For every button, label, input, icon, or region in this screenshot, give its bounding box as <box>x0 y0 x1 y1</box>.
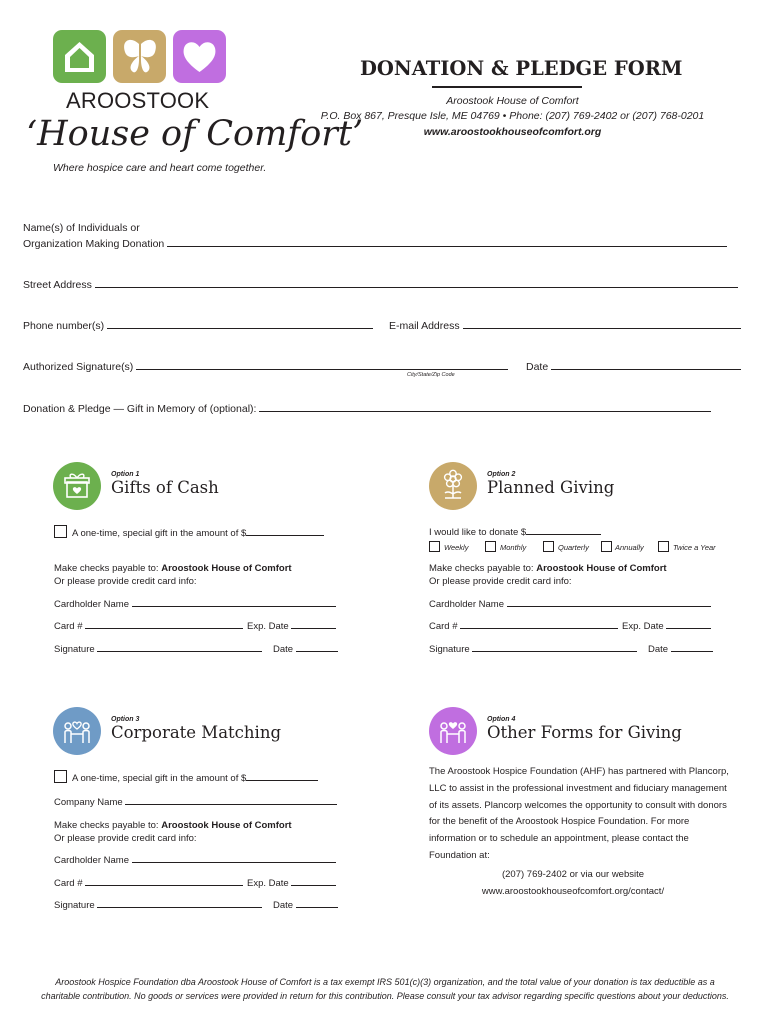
date-input-line[interactable] <box>551 359 741 370</box>
phone-label: Phone number(s) <box>23 320 105 332</box>
weekly-label: Weekly <box>444 543 469 552</box>
signature-input-line[interactable] <box>136 359 508 370</box>
opt4-paragraph: The Aroostook Hospice Foundation (AHF) has partnered with Plancorp, LLC to assist in the professional investment and fiduciary management of its assets. Plancorp welcomes the opportunity to consult with donors for the benefit of the Aroostook Hospice Foundation. For more information or to schedule an appointment, please contact the Foundation at: <box>429 766 729 861</box>
opt2-card-field[interactable] <box>429 618 618 632</box>
annually-checkbox[interactable] <box>601 541 612 552</box>
opt1-exp-label: Exp. Date <box>247 621 289 632</box>
opt2-cardholder-label: Cardholder Name <box>429 599 504 610</box>
option2-label: Option 2 <box>487 471 516 478</box>
house-icon <box>53 30 106 83</box>
opt3-credit-text: Or please provide credit card info: <box>54 833 197 844</box>
names-input-line[interactable] <box>167 236 727 247</box>
gift-icon <box>53 462 101 510</box>
opt1-gift-label: A one-time, special gift in the amount of $ <box>72 528 247 539</box>
opt3-card-field[interactable] <box>54 875 243 889</box>
quarterly-checkbox[interactable] <box>543 541 554 552</box>
date-label: Date <box>526 361 549 373</box>
opt3-company-input-line[interactable] <box>125 794 337 805</box>
opt1-cardholder-field[interactable] <box>54 596 336 610</box>
opt2-exp-field[interactable] <box>622 618 711 632</box>
opt3-gift-checkbox[interactable] <box>54 770 67 783</box>
opt3-cardholder-input-line[interactable] <box>132 852 336 863</box>
caring-hands-icon <box>429 707 477 755</box>
opt2-signature-input-line[interactable] <box>472 641 637 652</box>
opt1-date-label: Date <box>273 644 294 655</box>
email-field[interactable] <box>389 318 741 332</box>
opt3-signature-field[interactable] <box>54 897 262 911</box>
opt1-cardholder-input-line[interactable] <box>132 596 336 607</box>
opt3-payable-name: Aroostook House of Comfort <box>161 820 292 831</box>
memory-field[interactable] <box>23 401 711 415</box>
option3-title: Corporate Matching <box>111 723 282 742</box>
opt2-date-field[interactable] <box>648 641 713 655</box>
opt2-payable <box>429 563 667 574</box>
email-input-line[interactable] <box>463 318 741 329</box>
opt1-signature-field[interactable] <box>54 641 262 655</box>
option4-label: Option 4 <box>487 716 516 723</box>
monthly-label: Monthly <box>500 543 527 552</box>
twice-a-year-label: Twice a Year <box>673 543 716 552</box>
opt2-donate-label: I would like to donate $ <box>429 527 527 538</box>
opt1-gift-checkbox[interactable] <box>54 525 67 538</box>
flower-icon <box>429 462 477 510</box>
opt3-gift-label: A one-time, special gift in the amount of $ <box>72 773 247 784</box>
footer-disclaimer <box>20 975 750 1003</box>
opt1-card-label: Card # <box>54 621 83 632</box>
opt3-exp-input-line[interactable] <box>291 875 336 886</box>
opt1-cardholder-label: Cardholder Name <box>54 599 129 610</box>
footer-line2: charitable contribution. No goods or services were provided in return for this contribution. Please consult your tax advisor regarding specific questions about your deductions. <box>41 991 729 1001</box>
opt1-card-field[interactable] <box>54 618 243 632</box>
opt1-payable <box>54 563 292 574</box>
opt2-credit-text: Or please provide credit card info: <box>429 576 572 587</box>
opt4-url[interactable]: www.aroostookhouseofcomfort.org/contact/ <box>481 886 665 897</box>
option1-label: Option 1 <box>111 471 140 478</box>
opt2-signature-field[interactable] <box>429 641 637 655</box>
opt1-card-input-line[interactable] <box>85 618 243 629</box>
opt2-donate-field[interactable] <box>429 524 601 538</box>
opt1-payable-prefix: Make checks payable to: <box>54 563 162 574</box>
opt2-card-input-line[interactable] <box>460 618 618 629</box>
memory-input-line[interactable] <box>259 401 711 412</box>
opt2-card-label: Card # <box>429 621 458 632</box>
names-field[interactable] <box>23 236 727 250</box>
opt2-exp-label: Exp. Date <box>622 621 664 632</box>
header-website[interactable]: www.aroostookhouseofcomfort.org <box>423 126 602 138</box>
opt1-gift-field[interactable] <box>72 525 324 539</box>
opt1-payable-name: Aroostook House of Comfort <box>161 563 292 574</box>
heart-icon <box>173 30 226 83</box>
opt1-credit-text: Or please provide credit card info: <box>54 576 197 587</box>
weekly-checkbox[interactable] <box>429 541 440 552</box>
opt3-gift-input-line[interactable] <box>246 770 318 781</box>
butterfly-icon <box>113 30 166 83</box>
signature-field[interactable] <box>23 359 508 373</box>
opt1-date-field[interactable] <box>273 641 338 655</box>
opt2-cardholder-input-line[interactable] <box>507 596 711 607</box>
logo-name: AROOSTOOK <box>66 88 210 113</box>
opt1-exp-field[interactable] <box>247 618 336 632</box>
logo-tagline: Where hospice care and heart come together. <box>53 162 267 174</box>
opt4-phone: (207) 769-2402 or via our website <box>501 869 645 880</box>
opt3-cardholder-field[interactable] <box>54 852 336 866</box>
opt3-card-label: Card # <box>54 878 83 889</box>
people-heart-icon <box>53 707 101 755</box>
opt3-exp-label: Exp. Date <box>247 878 289 889</box>
opt1-gift-input-line[interactable] <box>246 525 324 536</box>
opt2-date-input-line[interactable] <box>671 641 713 652</box>
opt3-card-input-line[interactable] <box>85 875 243 886</box>
opt3-company-field[interactable] <box>54 794 337 808</box>
opt2-cardholder-field[interactable] <box>429 596 711 610</box>
opt3-signature-input-line[interactable] <box>97 897 262 908</box>
opt1-exp-input-line[interactable] <box>291 618 336 629</box>
opt3-signature-label: Signature <box>54 900 95 911</box>
opt3-date-input-line[interactable] <box>296 897 338 908</box>
street-input-line[interactable] <box>95 277 738 288</box>
opt3-payable-prefix: Make checks payable to: <box>54 820 162 831</box>
opt2-payable-name: Aroostook House of Comfort <box>536 563 667 574</box>
date-field[interactable] <box>526 359 741 373</box>
opt1-signature-input-line[interactable] <box>97 641 262 652</box>
twice-a-year-checkbox[interactable] <box>658 541 669 552</box>
opt2-payable-prefix: Make checks payable to: <box>429 563 537 574</box>
opt3-company-label: Company Name <box>54 797 123 808</box>
opt3-date-field[interactable] <box>273 897 338 911</box>
street-label: Street Address <box>23 279 92 291</box>
signature-label: Authorized Signature(s) <box>23 361 134 373</box>
names-label-line2: Organization Making Donation <box>23 238 165 250</box>
city-hint: City/State/Zip Code <box>407 372 455 378</box>
opt3-exp-field[interactable] <box>247 875 336 889</box>
memory-label: Donation & Pledge — Gift in Memory of (optional): <box>23 403 257 415</box>
opt2-exp-input-line[interactable] <box>666 618 711 629</box>
street-field[interactable] <box>23 277 738 291</box>
opt1-date-input-line[interactable] <box>296 641 338 652</box>
option1-title: Gifts of Cash <box>111 478 219 497</box>
email-label: E-mail Address <box>389 320 460 332</box>
option2-title: Planned Giving <box>487 478 615 497</box>
phone-input-line[interactable] <box>107 318 373 329</box>
title-divider <box>432 86 582 88</box>
logo-script: ‘House of Comfort’ <box>26 114 364 154</box>
option3-label: Option 3 <box>111 716 140 723</box>
names-label-line1: Name(s) of Individuals or <box>23 222 140 234</box>
page-title: DONATION & PLEDGE FORM <box>360 57 683 80</box>
header-address: P.O. Box 867, Presque Isle, ME 04769 • Phone: (207) 769-2402 or (207) 768-0201 <box>320 110 705 122</box>
opt1-signature-label: Signature <box>54 644 95 655</box>
annually-label: Annually <box>615 543 644 552</box>
opt2-signature-label: Signature <box>429 644 470 655</box>
opt2-donate-input-line[interactable] <box>526 524 601 535</box>
option4-title: Other Forms for Giving <box>487 723 682 742</box>
opt3-payable <box>54 820 292 831</box>
opt3-cardholder-label: Cardholder Name <box>54 855 129 866</box>
opt3-date-label: Date <box>273 900 294 911</box>
monthly-checkbox[interactable] <box>485 541 496 552</box>
header-org: Aroostook House of Comfort <box>446 95 579 107</box>
footer-line1: Aroostook Hospice Foundation dba Aroostook House of Comfort is a tax exempt IRS 501(c)(3) organization, and the total value of your donation is tax deductible as a <box>55 977 715 987</box>
opt2-date-label: Date <box>648 644 669 655</box>
opt3-gift-field[interactable] <box>72 770 318 784</box>
phone-field[interactable] <box>23 318 373 332</box>
quarterly-label: Quarterly <box>558 543 589 552</box>
